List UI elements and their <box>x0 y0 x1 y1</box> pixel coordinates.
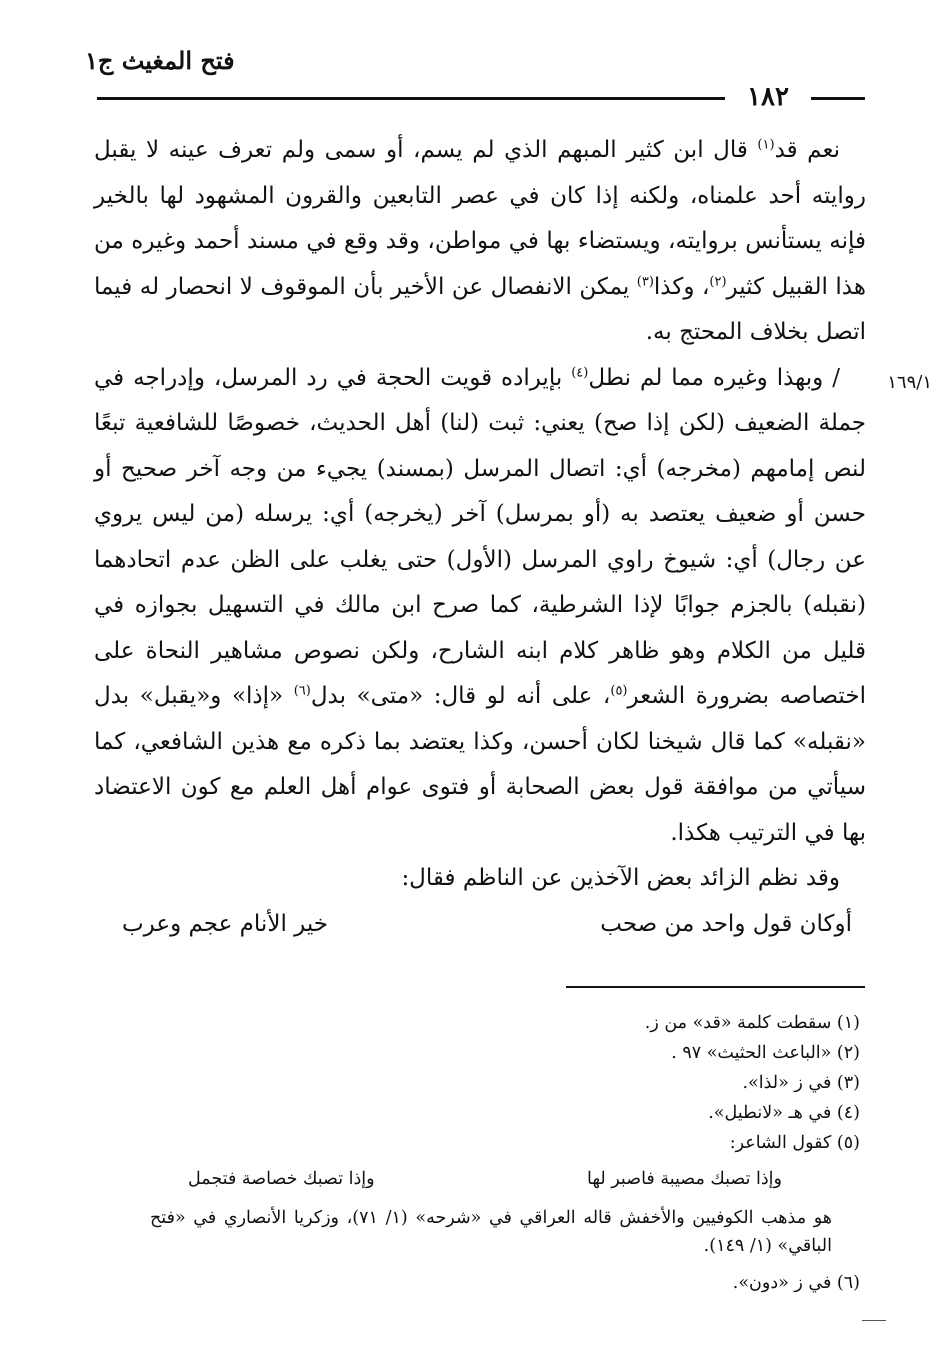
text-run: بإيراده قويت الحجة في رد المرسل، وإدراجه في جملة الضعيف (لكن إذا صح) يعني: ثبت (لنا) أهل الحديث، خصوصًا للشافعية تبعًا لنص إمامهم (مخرجه) أي: اتصال المرسل (بمسند) يجيء من وجه آخر صحيح أو حسن أو ضعيف يعتصد به (أو بمرسل) آخر (يخرجه) أي: يرسله (من ليس يروي عن رجال) أي: شيوخ راوي المرسل (الأول) حتى يغلب على الظن عدم اتحادهما (نقبله) بالجزم جوابًا لإذا الشرطية، كما صرح ابن مالك في التسهيل بجوازه في قليل من الكلام وهو ظاهر كلام ابنه الشارح، ولكن نصوص مشاهير النحاة على اختصاصه بضرورة الشعر <box>94 364 866 709</box>
footnote-ref-5[interactable]: (٥) <box>610 683 628 699</box>
footnote-verse-second: وإذا تصبك خصاصة فتجمل <box>188 1169 375 1189</box>
running-title: فتح المغيث ج١ <box>85 46 235 75</box>
text-run: نعم قد <box>774 137 840 163</box>
margin-reference: ١٦٩/١ <box>887 372 932 393</box>
footnote-ref-3[interactable]: (٣) <box>636 273 654 289</box>
footnote-3: (٣) في ز «لذا». <box>742 1073 860 1093</box>
paragraph-1 <box>94 128 866 356</box>
footnotes <box>150 1008 860 1298</box>
text-run: «إذا» و«يقبل» بدل «نقبله» كما قال شيخنا لكان أحسن، وكذا يعتضد بما ذكره مع هذين الشافعي، كما سيأتي من موافقة قول بعض الصحابة أو فتوى عوام أهل العلم مع كون الاعتضاد بها في الترتيب هكذا. <box>94 683 866 846</box>
main-text <box>94 128 866 947</box>
paragraph-2 <box>94 356 866 857</box>
verse-first-hemistich: أوكان قول واحد من صحب <box>600 910 852 937</box>
footnote-6: (٦) في ز «دون». <box>732 1273 860 1293</box>
text-run: / وبهذا وغيره مما لم نطل <box>588 364 840 391</box>
footnote-2: (٢) «الباعث الحثيث» ٩٧ . <box>671 1043 860 1063</box>
text-run: ، على أنه لو قال: «متى» بدل <box>310 683 611 709</box>
text-run: يمكن الانفصال عن الأخير بأن الموقوف لا انحصار له فيما اتصل بخلاف المحتج به. <box>94 273 866 345</box>
page-number: ١٨٢ <box>725 80 811 114</box>
footnote-ref-2[interactable]: (٢) <box>709 273 727 289</box>
bottom-mark <box>862 1320 886 1321</box>
verse-second-hemistich: خير الأنام عجم وعرب <box>122 910 328 937</box>
footnote-5-verse <box>150 1164 860 1194</box>
footnote-5-note: هو مذهب الكوفيين والأخفش قاله العراقي في «شرحه» (١/ ٧١)، وزكريا الأنصاري في «فتح الباقي» (١/ ١٤٩). <box>150 1208 832 1256</box>
footnote-ref-6[interactable]: (٦) <box>293 683 311 699</box>
paragraph-3: وقد نظم الزائد بعض الآخذين عن الناظم فقال: <box>401 865 840 891</box>
text-run: ، وكذا <box>653 273 710 300</box>
footnote-verse-first: وإذا تصبك مصيبة فاصبر لها <box>586 1169 782 1189</box>
text-run: قال ابن كثير المبهم الذي لم يسم، أو سمى ولم تعرف عينه لا يقبل روايته أحد علمناه، ولكنه إذا كان في عصر التابعين والقرون المشهود لها بالخير فإنه يستأنس بروايته، ويستضاء بها في مواطن، وقد وقع في مسند أحمد وغيره من هذا القبيل كثير <box>94 137 866 300</box>
footnote-1: (١) سقطت كلمة «قد» من ز. <box>644 1013 860 1033</box>
footnote-ref-4[interactable]: (٤) <box>571 364 589 380</box>
footnote-5: (٥) كقول الشاعر: <box>729 1133 860 1153</box>
footnote-4: (٤) في هـ «لانطيل». <box>708 1103 860 1123</box>
footnote-ref-1[interactable]: (١) <box>757 137 775 153</box>
poem-verse <box>94 902 866 948</box>
footnote-separator <box>566 986 865 988</box>
